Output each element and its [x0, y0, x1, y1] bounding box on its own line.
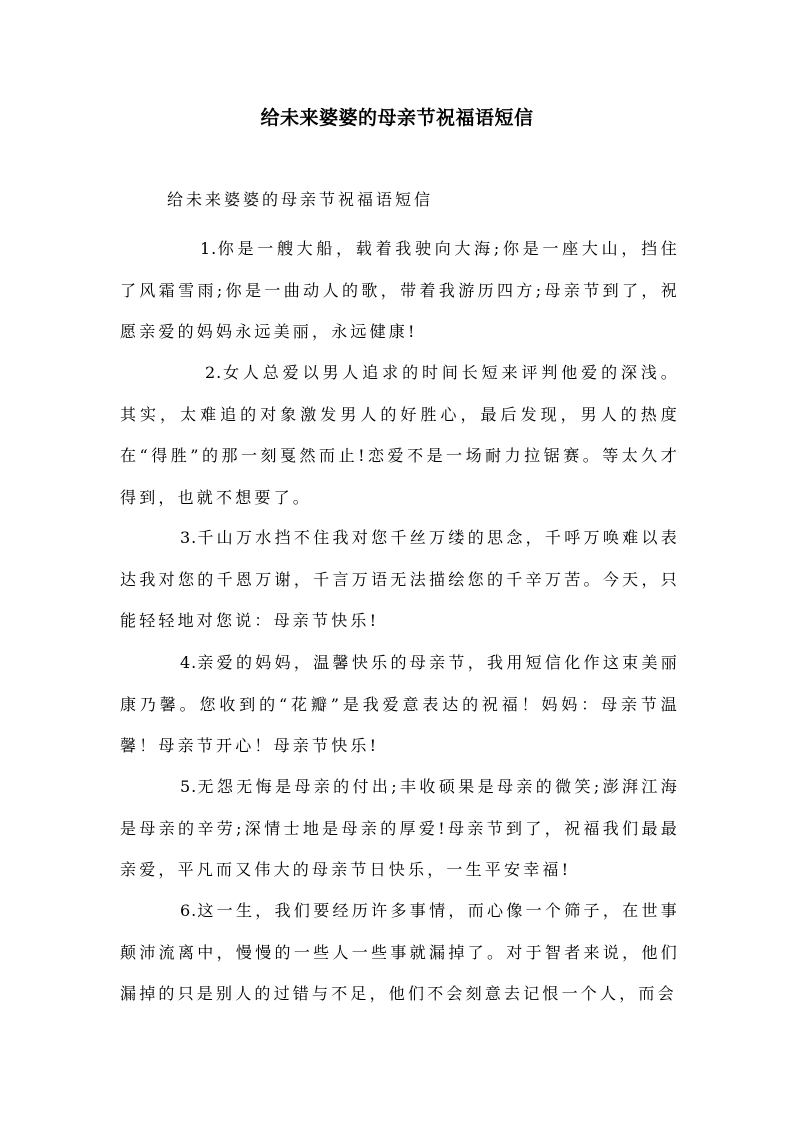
paragraph-5	[120, 766, 680, 891]
paragraph-number: 4.	[180, 653, 198, 672]
paragraph-text: 女人总爱以男人追求的时间长短来评判他爱的深浅。其实，太难追的对象激发男人的好胜心，最后发现，男人的热度在“得胜”的那一刻戛然而止!恋爱不是一场耐力拉锯赛。等太久才得到，也就不想要了。	[120, 363, 680, 507]
paragraph-4	[120, 642, 680, 767]
paragraph-text: 这一生，我们要经历许多事情，而心像一个筛子，在世事颠沛流离中，慢慢的一些人一些事就漏掉了。对于智者来说，他们漏掉的只是别人的过错与不足，他们不会刻意去记恨一个人，而会	[120, 901, 680, 1003]
paragraph-number: 6.	[180, 901, 198, 920]
paragraph-number: 2.	[205, 363, 223, 382]
paragraph-3	[120, 517, 680, 642]
document-subtitle: 给未来婆婆的母亲节祝福语短信	[167, 190, 434, 209]
paragraph-1	[120, 228, 680, 353]
paragraph-text: 亲爱的妈妈，温馨快乐的母亲节，我用短信化作这束美丽康乃馨。您收到的“花瓣”是我爱意表达的祝福！妈妈：母亲节温馨！母亲节开心！母亲节快乐!	[120, 653, 680, 755]
paragraph-number: 1.	[200, 239, 218, 258]
paragraph-number: 5.	[180, 777, 198, 796]
paragraph-text: 你是一艘大船，载着我驶向大海;你是一座大山，挡住了风霜雪雨;你是一曲动人的歌，带着我游历四方;母亲节到了，祝愿亲爱的妈妈永远美丽，永远健康!	[120, 239, 680, 341]
document-title: 给未来婆婆的母亲节祝福语短信	[260, 107, 534, 129]
paragraph-6	[120, 890, 680, 1015]
paragraph-2	[120, 352, 680, 518]
paragraph-number: 3.	[180, 528, 198, 547]
paragraph-text: 无怨无悔是母亲的付出;丰收硕果是母亲的微笑;澎湃江海是母亲的辛劳;深情士地是母亲的厚爱!母亲节到了，祝福我们最最亲爱，平凡而又伟大的母亲节日快乐，一生平安幸福!	[120, 777, 680, 879]
paragraph-text: 千山万水挡不住我对您千丝万缕的思念，千呼万唤难以表达我对您的千恩万谢，千言万语无法描绘您的千辛万苦。今天，只能轻轻地对您说：母亲节快乐!	[120, 528, 680, 630]
